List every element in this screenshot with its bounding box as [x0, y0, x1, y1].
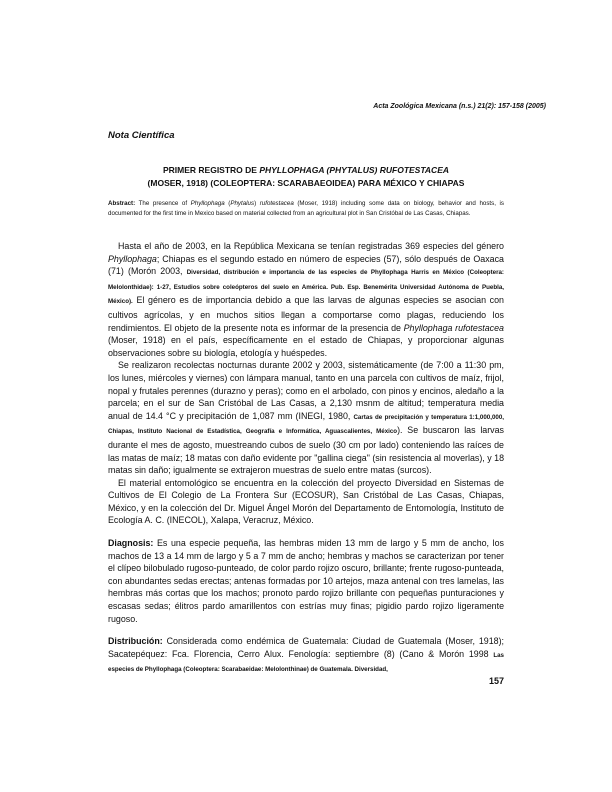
abstract: Abstract: The presence of Phyllophaga (Phytalus) rufotestacea (Moser, 1918) including some data on biology, behavior and hosts, is documented for the first time in Mexico based on material collected from an agricultural plot in San Cristóbal de Las Casas, Chiapas. — [108, 200, 504, 217]
paragraph-collection: El material entomológico se encuentra en la colección del proyecto Diversidad en Sistemas de Cultivos de El Colegio de La Frontera Sur (ECOSUR), San Cristóbal de Las Casas, Chiapas, México, y en la colección del Dr. Miguel Ángel Morón del Departamento de Entomología, Instituto de Ecología A. C. (INECOL), Xalapa, Veracruz, México. — [108, 477, 504, 526]
body-text — [108, 240, 504, 677]
paragraph-introduction: Hasta el año de 2003, en la República Mexicana se tenían registradas 369 especies del género Phyllophaga; Chiapas es el segundo estado en número de especies (57), sólo después de Oaxaca (71) (Morón 2003, Diversidad, distribución e importancia de las especies de Phyllophaga Harris en México (Coleoptera: Melolonthidae): 1-27, Estudios sobre coleópteros del suelo en América. Pub. Esp. Benemérita Universidad Autónoma de Puebla, México). El género es de importancia debido a que las larvas de algunas especies se asocian con cultivos agrícolas, y en muchos sitios llegan a comportarse como plagas, reduciendo los rendimientos. El objeto de la presente nota es informar de la presencia de Phyllophaga rufotestacea (Moser, 1918) en el país, específicamente en el estado de Chiapas, y proporcionar algunas observaciones sobre su biología, etología y huéspedes. — [108, 241, 504, 358]
paragraph-methods: Se realizaron recolectas nocturnas durante 2002 y 2003, sistemáticamente (de 7:00 a 11:30 pm, los lunes, miércoles y viernes) con lámpara manual, tanto en una parcela con cultivos de maíz, frijol, nopal y frutales perennes (durazno y peras); como en el arbolado, con pinos y encinos, aledaño a la parcela; en el sur de San Cristóbal de Las Casas, a 2,130 msnm de altitud; temperatura media anual de 14.4 °C y precipitación de 1,087 mm (INEGI, 1980, Cartas de precipitación y temperatura 1:1,000,000, Chiapas, Instituto Nacional de Estadística, Geografía e Informática, Aguascalientes, México). Se buscaron las larvas durante el mes de agosto, muestreando cubos de suelo (30 cm por lado) conteniendo las raíces de las matas de maíz; 18 matas con daño evidente por "gallina ciega" (sin resistencia al moverlas), y 18 matas sin daño; igualmente se extrajeron muestras de suelo entre matas (surcos). — [108, 360, 505, 476]
citation: Las especies de Phyllophaga (Coleoptera: Scarabaeidae: Melolonthinae) de Guatemala. Diversidad, — [108, 651, 504, 674]
distribution-label: Distribución: — [108, 636, 163, 647]
title-line-2: (MOSER, 1918) (COLEOPTERA: SCARABAEOIDEA) PARA MÉXICO Y CHIAPAS — [147, 178, 465, 188]
diagnosis-label: Diagnosis: — [108, 538, 154, 549]
page-number: 157 — [488, 676, 504, 686]
paragraph-distribution: Distribución: Considerada como endémica de Guatemala: Ciudad de Guatemala (Moser, 1918); Sacatepéquez: Fca. Florencia, Cerro Alux. Fenología: septiembre (8) (Cano & Morón 1998 Las especies de Phyllophaga (Coleoptera: Scarabaeidae: Melolonthinae) de Guatemala. Diversidad, — [108, 636, 504, 674]
citation: Cartas de precipitación y temperatura 1:1,000,000, Chiapas, Instituto Nacional de Estadística, Geografía e Informática, Aguascalientes, México — [108, 413, 504, 436]
article-title — [108, 164, 504, 190]
title-line-1: PRIMER REGISTRO DE PHYLLOPHAGA (PHYTALUS) RUFOTESTACEA — [162, 165, 450, 175]
citation: Diversidad, distribución e importancia de las especies de Phyllophaga Harris en México (Coleoptera: Melolonthidae): 1-27, Estudios sobre coleópteros del suelo en América. Pub. Esp. Benemérita Universidad Autónoma de Puebla, México). — [108, 269, 504, 306]
journal-reference: Acta Zoológica Mexicana (n.s.) 21(2): 157-158 (2005) — [373, 103, 546, 110]
section-label: Nota Científica — [108, 130, 175, 141]
abstract-label: Abstract: — [108, 200, 136, 207]
paragraph-diagnosis: Diagnosis: Es una especie pequeña, las hembras miden 13 mm de largo y 5 mm de ancho, los machos de 13 a 14 mm de largo y 5 a 7 mm de ancho; hembras y machos se caracterizan por tener el clípeo bilobulado rugoso-punteado, de color pardo rojizo oscuro, brillante; frente rugoso-punteada, con abundantes sedas erectas; antenas formadas por 10 artejos, maza antenal con tres lamelas, las hembras más cortas que los machos; pronoto pardo rojizo brillante con pequeñas punturaciones y escasas sedas; élitros pardo amarillentos con estrías muy finas; pigidio pardo rojizo ligeramente rugoso. — [108, 538, 504, 624]
